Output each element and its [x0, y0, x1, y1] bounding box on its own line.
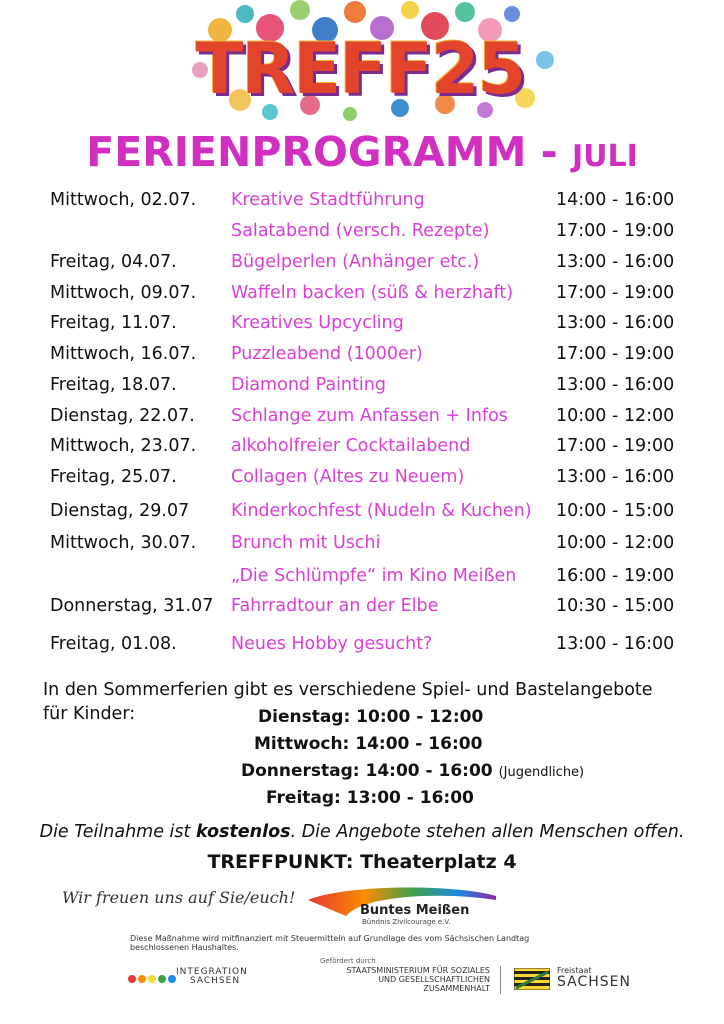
org-subtitle: Bündnis Zivilcourage e.V. [362, 918, 451, 926]
schedule-activity: Brunch mit Uschi [231, 533, 381, 553]
schedule-row [0, 221, 724, 251]
participation-note [0, 822, 724, 842]
info-line-2: für Kinder: [43, 704, 136, 724]
ministry-name [290, 966, 490, 993]
schedule-row [0, 501, 724, 531]
treff25-logo-text: TREFF25 [195, 28, 525, 110]
hours-text: Donnerstag: 14:00 - 16:00 [241, 761, 493, 781]
schedule-activity: Neues Hobby gesucht? [231, 634, 433, 654]
schedule-time: 17:00 - 19:00 [556, 283, 675, 303]
schedule-time: 14:00 - 16:00 [556, 190, 675, 210]
schedule-activity: Diamond Painting [231, 375, 386, 395]
schedule-time: 13:00 - 16:00 [556, 467, 675, 487]
schedule-row [0, 190, 724, 220]
schedule-row [0, 406, 724, 436]
greeting: Wir freuen uns auf Sie/euch! [62, 888, 296, 907]
schedule-day: Dienstag, 29.07 [50, 501, 190, 521]
hours-text: Dienstag: 10:00 - 12:00 [258, 707, 484, 727]
funded-by-label: Gefördert durch [320, 957, 376, 965]
hours-text: Mittwoch: 14:00 - 16:00 [254, 734, 483, 754]
schedule-day: Mittwoch, 23.07. [50, 436, 197, 456]
schedule-row [0, 375, 724, 405]
hours-thursday [0, 761, 724, 781]
schedule-day: Mittwoch, 16.07. [50, 344, 197, 364]
ministry-line-1: STAATSMINISTERIUM FÜR SOZIALES [346, 966, 490, 975]
state-line-1: Freistaat [557, 966, 592, 975]
schedule-row [0, 344, 724, 374]
schedule-activity: Waffeln backen (süß & herzhaft) [231, 283, 514, 303]
schedule-time: 13:00 - 16:00 [556, 634, 675, 654]
schedule-time: 17:00 - 19:00 [556, 221, 675, 241]
schedule-row [0, 467, 724, 497]
note-prefix: Die Teilnahme ist [39, 822, 196, 842]
schedule-day: Mittwoch, 30.07. [50, 533, 197, 553]
schedule-row [0, 533, 724, 563]
saxony-crest-icon [514, 968, 550, 990]
schedule-activity: Kreatives Upcycling [231, 313, 404, 333]
schedule-time: 10:00 - 12:00 [556, 533, 675, 553]
footer-divider [500, 966, 501, 994]
schedule-activity: alkoholfreier Cocktailabend [231, 436, 471, 456]
schedule-day: Freitag, 11.07. [50, 313, 177, 333]
schedule-time: 17:00 - 19:00 [556, 344, 675, 364]
schedule-day: Dienstag, 22.07. [50, 406, 195, 426]
schedule-day: Mittwoch, 09.07. [50, 283, 197, 303]
schedule-row [0, 566, 724, 596]
title-month: JULI [571, 139, 638, 174]
schedule-row [0, 634, 724, 664]
hours-note: (Jugendliche) [498, 765, 585, 780]
schedule-time: 10:00 - 12:00 [556, 406, 675, 426]
funding-line-1: Diese Maßnahme wird mitfinanziert mit Steuermitteln auf Grundlage des vom Sächsischen Landtag [130, 934, 530, 943]
schedule-day: Donnerstag, 31.07 [50, 596, 214, 616]
schedule-activity: Bügelperlen (Anhänger etc.) [231, 252, 480, 272]
schedule-day: Freitag, 25.07. [50, 467, 177, 487]
schedule-activity: „Die Schlümpfe“ im Kino Meißen [231, 566, 517, 586]
schedule-row [0, 252, 724, 282]
schedule-time: 13:00 - 16:00 [556, 375, 675, 395]
schedule-activity: Schlange zum Anfassen + Infos [231, 406, 508, 426]
schedule-row [0, 596, 724, 626]
schedule-activity: Salatabend (versch. Rezepte) [231, 221, 490, 241]
hours-tuesday [0, 707, 724, 727]
integration-line-1: INTEGRATION [176, 967, 248, 977]
ministry-line-3: ZUSAMMENHALT [423, 984, 490, 993]
schedule-row [0, 436, 724, 466]
integration-line-2: SACHSEN [190, 976, 241, 986]
page-title [0, 128, 724, 176]
schedule-row [0, 283, 724, 313]
schedule-day: Freitag, 01.08. [50, 634, 177, 654]
state-line-2: SACHSEN [557, 974, 631, 990]
schedule-time: 13:00 - 16:00 [556, 313, 675, 333]
funding-line-2: beschlossenen Haushaltes. [130, 943, 239, 952]
schedule-activity: Puzzleabend (1000er) [231, 344, 423, 364]
note-suffix: . Die Angebote stehen allen Menschen offen. [290, 822, 685, 842]
schedule-activity: Fahrradtour an der Elbe [231, 596, 439, 616]
schedule-activity: Kreative Stadtführung [231, 190, 425, 210]
schedule-row [0, 313, 724, 343]
schedule-time: 10:30 - 15:00 [556, 596, 675, 616]
schedule-time: 10:00 - 15:00 [556, 501, 675, 521]
schedule-time: 13:00 - 16:00 [556, 252, 675, 272]
hours-friday [0, 788, 724, 808]
schedule-day: Freitag, 04.07. [50, 252, 177, 272]
note-emphasis: kostenlos [195, 822, 291, 842]
hours-text: Freitag: 13:00 - 16:00 [266, 788, 474, 808]
ministry-line-2: UND GESELLSCHAFTLICHEN [378, 975, 490, 984]
schedule-day: Freitag, 18.07. [50, 375, 177, 395]
info-line-1: In den Sommerferien gibt es verschiedene Spiel- und Bastelangebote [43, 680, 653, 700]
schedule-day: Mittwoch, 02.07. [50, 190, 197, 210]
title-main: FERIENPROGRAMM - [86, 128, 572, 176]
meeting-point: TREFFPUNKT: Theaterplatz 4 [207, 851, 517, 873]
hours-wednesday [0, 734, 724, 754]
funding-note [130, 934, 690, 952]
schedule-activity: Collagen (Altes zu Neuem) [231, 467, 465, 487]
schedule-time: 16:00 - 19:00 [556, 566, 675, 586]
schedule-activity: Kinderkochfest (Nudeln & Kuchen) [231, 501, 532, 521]
schedule-time: 17:00 - 19:00 [556, 436, 675, 456]
org-name: Buntes Meißen [360, 903, 470, 918]
